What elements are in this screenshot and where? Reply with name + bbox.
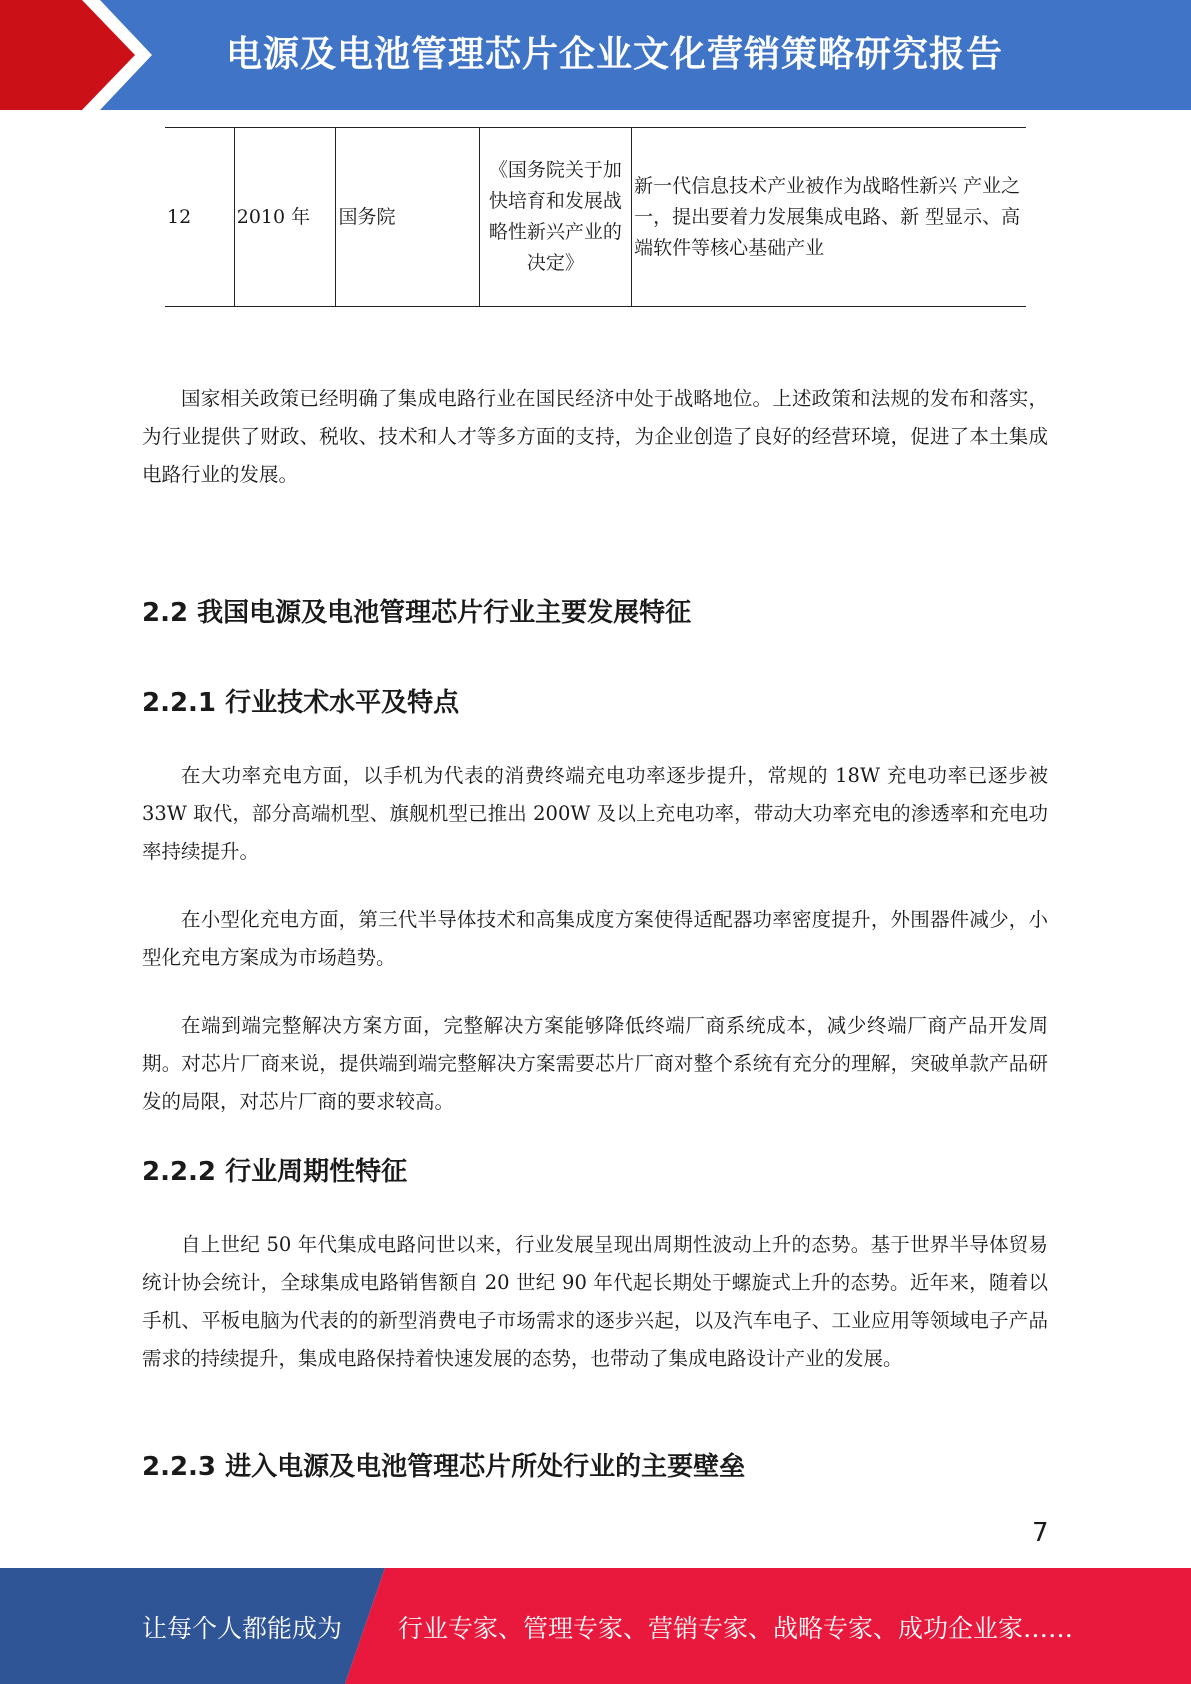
footer-slogan-left: 让每个人都能成为 — [142, 1614, 343, 1643]
paragraph-policy: 国家相关政策已经明确了集成电路行业在国民经济中处于战略地位。上述政策和法规的发布和落实，为行业提供了财政、税收、技术和人才等多方面的支持，为企业创造了良好的经营环境，促进了本土集成电路行业的发展。 — [142, 387, 1048, 486]
header-banner — [0, 0, 1191, 110]
paragraph-cyclicality: 自上世纪 50 年代集成电路问世以来，行业发展呈现出周期性波动上升的态势。基于世界半导体贸易统计协会统计，全球集成电路销售额自 20 世纪 90 年代起长期处于螺旋式上升的态势。近年来，随着以手机、平板电脑为代表的的新型消费电子市场需求的逐步兴起，以及汽车电子、工业应用等领域电子产品需求的持续提升，集成电路保持着快速发展的态势，也带动了集成电路设计产业的发展。 — [142, 1233, 1048, 1370]
policy-table — [165, 127, 1026, 307]
cell-document: 《国务院关于加快培育和发展战略性新兴产业的决定》 — [479, 128, 631, 307]
report-title: 电源及电池管理芯片企业文化营销策略研究报告 — [226, 34, 1004, 75]
footer-slogan-right: 行业专家、管理专家、营销专家、战略专家、成功企业家…… — [398, 1614, 1074, 1643]
paragraph-fast-charging: 在大功率充电方面，以手机为代表的消费终端充电功率逐步提升，常规的 18W 充电功率已逐步被 33W 取代，部分高端机型、旗舰机型已推出 200W 及以上充电功率，带动大功率充电的渗透率和充电功率持续提升。 — [142, 764, 1048, 863]
header-chevron-decoration — [0, 0, 160, 110]
page-number: 7 — [1032, 1518, 1049, 1548]
section-heading-2-2: 2.2 我国电源及电池管理芯片行业主要发展特征 — [142, 598, 692, 628]
table-row — [165, 128, 1026, 307]
cell-content: 新一代信息技术产业被作为战略性新兴 产业之一，提出要着力发展集成电路、新 型显示、高端软件等核心基础产业 — [632, 128, 1026, 307]
cell-year: 2010 年 — [234, 128, 336, 307]
section-heading-2-2-3: 2.2.3 进入电源及电池管理芯片所处行业的主要壁垒 — [142, 1452, 746, 1482]
section-heading-2-2-2: 2.2.2 行业周期性特征 — [142, 1157, 408, 1187]
cell-issuer: 国务院 — [336, 128, 479, 307]
paragraph-end-to-end: 在端到端完整解决方案方面，完整解决方案能够降低终端厂商系统成本，减少终端厂商产品开发周期。对芯片厂商来说，提供端到端完整解决方案需要芯片厂商对整个系统有充分的理解，突破单款产品研发的局限，对芯片厂商的要求较高。 — [142, 1014, 1048, 1113]
section-heading-2-2-1: 2.2.1 行业技术水平及特点 — [142, 688, 460, 718]
paragraph-miniaturization: 在小型化充电方面，第三代半导体技术和高集成度方案使得适配器功率密度提升，外围器件减少，小型化充电方案成为市场趋势。 — [142, 908, 1048, 969]
cell-no: 12 — [167, 205, 192, 228]
